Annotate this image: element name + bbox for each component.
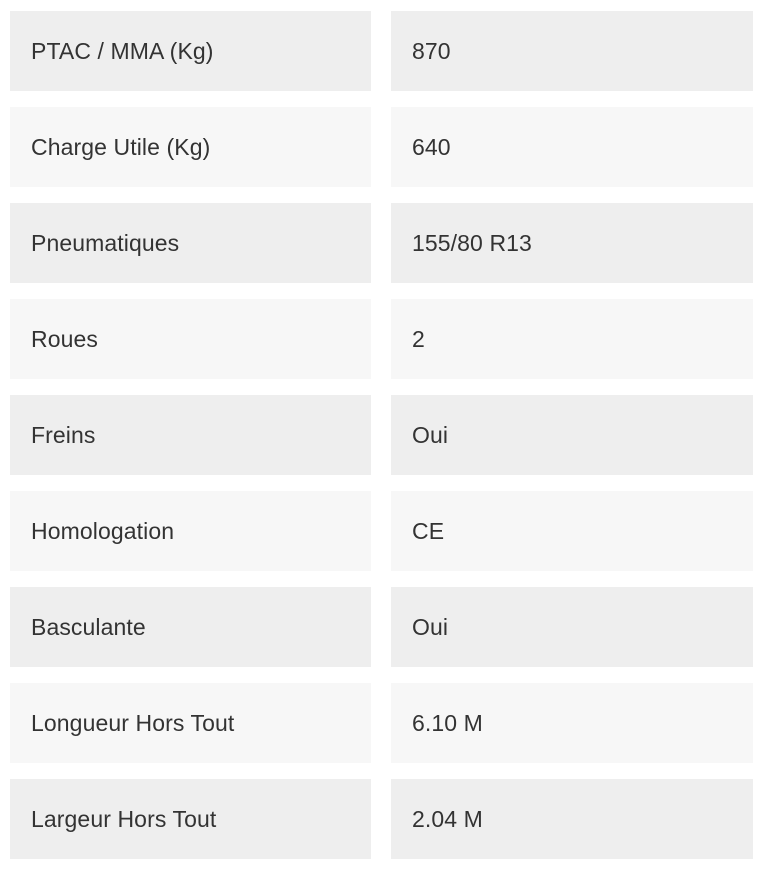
spec-row-largeur (10, 779, 753, 859)
spec-value: CE (391, 491, 753, 571)
spec-label: Pneumatiques (10, 203, 371, 283)
spec-value: 640 (391, 107, 753, 187)
spec-label: Freins (10, 395, 371, 475)
spec-value: Oui (391, 587, 753, 667)
spec-label: Roues (10, 299, 371, 379)
spec-value: 2 (391, 299, 753, 379)
spec-row-longueur (10, 683, 753, 763)
spec-value: 2.04 M (391, 779, 753, 859)
spec-label: Charge Utile (Kg) (10, 107, 371, 187)
spec-table (10, 11, 753, 859)
spec-label: Longueur Hors Tout (10, 683, 371, 763)
spec-row-charge-utile (10, 107, 753, 187)
spec-label: Homologation (10, 491, 371, 571)
spec-label: PTAC / MMA (Kg) (10, 11, 371, 91)
spec-value: 155/80 R13 (391, 203, 753, 283)
spec-row-roues (10, 299, 753, 379)
spec-label: Largeur Hors Tout (10, 779, 371, 859)
spec-value: 6.10 M (391, 683, 753, 763)
spec-value: 870 (391, 11, 753, 91)
spec-value: Oui (391, 395, 753, 475)
spec-row-basculante (10, 587, 753, 667)
spec-row-ptac (10, 11, 753, 91)
spec-row-pneumatiques (10, 203, 753, 283)
spec-row-homologation (10, 491, 753, 571)
spec-label: Basculante (10, 587, 371, 667)
spec-row-freins (10, 395, 753, 475)
